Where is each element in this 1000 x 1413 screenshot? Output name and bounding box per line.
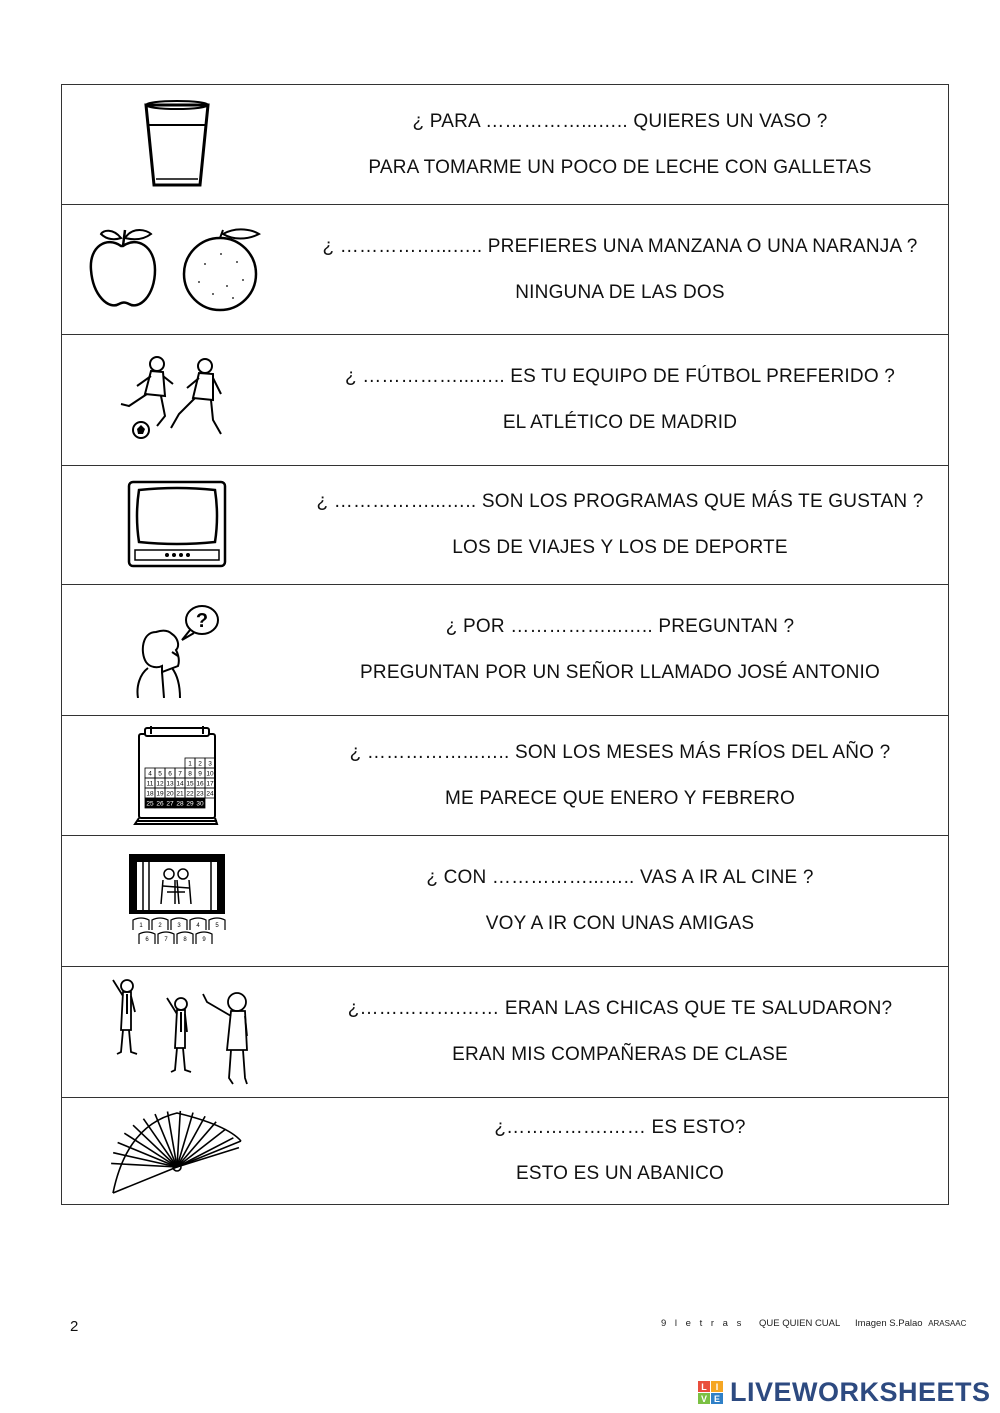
- answer-text: VOY A IR CON UNAS AMIGAS: [485, 913, 755, 934]
- fan-rib: [124, 1133, 177, 1167]
- calendar-day-number: 30: [196, 800, 204, 807]
- calendar-day-number: 2: [198, 760, 202, 767]
- calendar-day-number: 4: [148, 770, 152, 777]
- cinema-icon: [62, 836, 292, 966]
- calendar-day-number: 6: [168, 770, 172, 777]
- fan-icon: [62, 1098, 292, 1204]
- television-icon: [62, 466, 292, 584]
- answer-text: ESTO ES UN ABANICO: [515, 1163, 725, 1184]
- table-row: [62, 205, 948, 335]
- calendar-day-number: 17: [206, 780, 214, 787]
- footer-image-credit: Imagen S.Palao: [854, 1318, 923, 1329]
- calendar-day-number: 10: [206, 770, 214, 777]
- footer-credits: [661, 1318, 978, 1329]
- footer-brand-letters: 9 l e t r a s: [661, 1318, 745, 1329]
- logo-letter: E: [713, 1393, 721, 1404]
- calendar-day-number: 12: [156, 780, 164, 787]
- answer-text: ME PARECE QUE ENERO Y FEBRERO: [445, 787, 795, 809]
- calendar-day-number: 23: [196, 790, 204, 797]
- calendar-day-number: 11: [146, 780, 154, 787]
- question-text: ¿ ……………...….. PREFIERES UNA MANZANA O UNA NARANJA ?: [322, 235, 918, 257]
- question-text: ¿ POR ……………...….. PREGUNTAN ?: [445, 616, 795, 637]
- question-text: ¿ CON ……………...….. VAS A IR AL CINE ?: [426, 867, 814, 888]
- apple-orange-icon: [62, 205, 292, 334]
- liveworksheets-brand[interactable]: [698, 1377, 991, 1408]
- question-mark: ?: [195, 610, 209, 632]
- table-row: [62, 466, 948, 585]
- calendar-day-number: 21: [176, 790, 184, 797]
- person-asking-icon: [62, 585, 292, 715]
- cinema-seats: [133, 918, 225, 944]
- calendar-day-number: 29: [186, 800, 194, 807]
- calendar-day-number: 20: [166, 790, 174, 797]
- answer-text: EL ATLÉTICO DE MADRID: [502, 412, 738, 433]
- answer-text: PARA TOMARME UN POCO DE LECHE CON GALLETAS: [368, 156, 872, 178]
- calendar-day-number: 24: [206, 790, 214, 797]
- answer-text: LOS DE VIAJES Y LOS DE DEPORTE: [452, 537, 788, 558]
- question-text: ¿ ……………...….. SON LOS PROGRAMAS QUE MÁS TE GUSTAN ?: [316, 491, 924, 512]
- table-row: [62, 585, 948, 716]
- logo-letter: V: [700, 1393, 708, 1404]
- question-text: ¿ ……………...….. SON LOS MESES MÁS FRÍOS DEL AÑO ?: [349, 741, 891, 763]
- table-row: [62, 1098, 948, 1204]
- calendar-day-number: 7: [178, 770, 182, 777]
- table-row: [62, 335, 948, 466]
- table-row: [62, 85, 948, 205]
- calendar-day-number: 8: [188, 770, 192, 777]
- page-number: 2: [70, 1318, 79, 1335]
- worksheet-table: [61, 84, 949, 1205]
- answer-text: NINGUNA DE LAS DOS: [515, 281, 725, 303]
- calendar-day-number: 3: [208, 760, 212, 767]
- calendar-day-number: 22: [186, 790, 194, 797]
- question-text: ¿…………….…… ERAN LAS CHICAS QUE TE SALUDARON?: [347, 998, 893, 1019]
- calendar-day-number: 13: [166, 780, 174, 787]
- calendar-day-number: 28: [176, 800, 184, 807]
- cinema-seat-number: 9: [202, 937, 206, 943]
- cinema-seat-number: 3: [177, 923, 181, 929]
- question-text: ¿…………….…… ES ESTO?: [494, 1117, 746, 1138]
- table-row: [62, 836, 948, 967]
- answer-text: ERAN MIS COMPAÑERAS DE CLASE: [452, 1044, 788, 1065]
- cinema-seat-number: 8: [183, 937, 187, 943]
- calendar-day-number: 15: [186, 780, 194, 787]
- calendar-icon: [62, 716, 292, 835]
- fan-rib: [177, 1129, 226, 1167]
- cinema-seat-number: 4: [196, 923, 200, 929]
- table-row: [62, 967, 948, 1098]
- calendar-day-number: 19: [156, 790, 164, 797]
- calendar-day-number: 14: [176, 780, 184, 787]
- liveworksheets-logo-icon: [698, 1381, 724, 1405]
- cinema-seat-number: 5: [215, 923, 219, 929]
- calendar-day-number: 16: [196, 780, 204, 787]
- calendar-day-number: 25: [146, 800, 154, 807]
- calendar-grid: [145, 758, 215, 808]
- question-text: ¿ PARA ……………...….. QUIERES UN VASO ?: [412, 110, 828, 132]
- calendar-day-number: 26: [156, 800, 164, 807]
- waving-people-icon: [62, 967, 292, 1097]
- question-text: ¿ ……………...….. ES TU EQUIPO DE FÚTBOL PREFERIDO ?: [344, 366, 896, 387]
- cinema-seat-number: 2: [158, 923, 162, 929]
- calendar-day-number: 18: [146, 790, 154, 797]
- calendar-day-number: 27: [166, 800, 174, 807]
- liveworksheets-wordmark: LIVEWORKSHEETS: [730, 1377, 991, 1407]
- calendar-day-number: 5: [158, 770, 162, 777]
- logo-letter: I: [715, 1381, 719, 1392]
- cinema-seat-number: 7: [164, 937, 168, 943]
- footer-source: ARASAAC: [928, 1319, 967, 1328]
- table-row: [62, 716, 948, 836]
- calendar-day-number: 1: [188, 760, 192, 767]
- answer-text: PREGUNTAN POR UN SEÑOR LLAMADO JOSÉ ANTONIO: [360, 662, 880, 683]
- calendar-day-number: 9: [198, 770, 202, 777]
- football-players-icon: [62, 335, 292, 465]
- glass-icon: [62, 85, 292, 204]
- footer-title: QUE QUIEN CUAL: [759, 1318, 841, 1329]
- logo-letter: L: [701, 1381, 707, 1392]
- cinema-seat-number: 1: [139, 923, 143, 929]
- cinema-seat-number: 6: [145, 937, 149, 943]
